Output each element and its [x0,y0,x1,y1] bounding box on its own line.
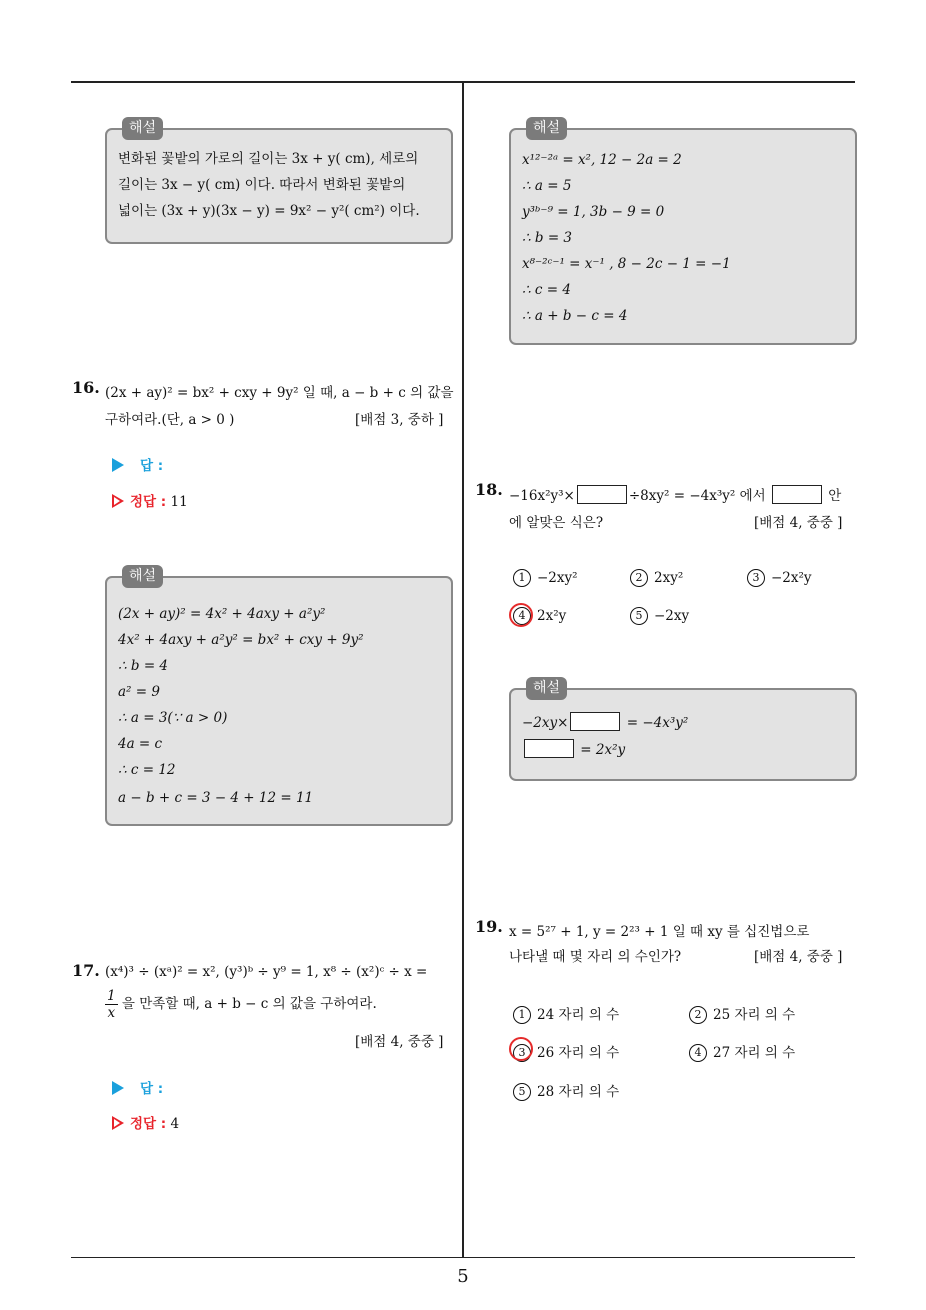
q15-solution-box [105,120,453,244]
q18-text-b: ÷8xy² = −4x³y² 에서 [628,488,766,504]
q18-solution-box [509,680,857,781]
solution-line: a − b + c = 3 − 4 + 12 = 11 [118,790,314,806]
q17-answer-field[interactable] [112,1077,163,1097]
solution-line: a² = 9 [118,684,160,700]
q15-solution-line: 변화된 꽃밭의 가로의 길이는 3x + y( cm), 세로의 [118,151,419,167]
q15-solution-text [118,146,441,224]
choice-number: 2 [630,569,648,587]
q17-fraction [105,988,118,1021]
selected-answer-circle [509,1037,533,1061]
correct-value: 4 [170,1116,180,1132]
q19-meta: [배점 4, 중중 ] [754,949,843,965]
solution-line: ∴ a = 3(∵ a > 0) [118,710,228,726]
solution-line: ∴ c = 12 [118,762,176,778]
q18-text-line1 [509,484,841,504]
fraction-numerator: 1 [107,988,116,1004]
solution-line: y³ᵇ⁻⁹ = 1, 3b − 9 = 0 [522,204,665,220]
solution-line: ∴ a = 5 [522,178,572,194]
choice-text: 2xy² [654,570,684,586]
q19-choice-5[interactable] [513,1080,619,1101]
q18-text-a: −16x²y³× [509,488,575,504]
solution-line: ∴ b = 3 [522,230,573,246]
bottom-rule [71,1257,855,1258]
q17-correct-answer [112,1112,179,1132]
solution-line: ∴ a + b − c = 4 [522,308,628,324]
correct-label: 정답 : [130,494,167,510]
q17-text-line2-wrap [105,988,377,1021]
q18-choice-1[interactable] [513,569,578,587]
choice-number: 5 [513,1083,531,1101]
choice-number: 5 [630,607,648,625]
q19-number: 19. [475,917,503,936]
solution-tag: 해설 [122,117,163,140]
solution-text: −2xy× [522,715,569,731]
choice-number: 4 [689,1044,707,1062]
choice-number: 4 [513,607,531,625]
solution-line: ∴ c = 4 [522,282,571,298]
choice-text: −2xy [654,608,690,624]
q19-text-line2: 나타낼 때 몇 자리 의 수인가? [509,949,682,965]
q15-solution-line: 길이는 3x − y( cm) 이다. 따라서 변화된 꽃밭의 [118,177,406,193]
answer-label: 답 : [140,458,164,474]
q18-choice-5[interactable] [630,607,689,625]
q17-text-line2: 을 만족할 때, a + b − c 의 값을 구하여라. [121,996,377,1012]
solution-tag: 해설 [122,565,163,588]
solution-tag: 해설 [526,677,567,700]
choice-number: 1 [513,1006,531,1024]
correct-value: 11 [170,494,188,510]
choice-text: 24 자리 의 수 [537,1007,620,1023]
q15-solution-line: 넓이는 (3x + y)(3x − y) = 9x² − y²( cm²) 이다. [118,203,420,219]
correct-label: 정답 : [130,1116,167,1132]
solution-line: 4x² + 4axy + a²y² = bx² + cxy + 9y² [118,632,364,648]
solution-line [522,712,688,731]
q16-solution-box [105,568,453,826]
choice-text: −2x²y [771,570,812,586]
q19-choice-1[interactable] [513,1003,619,1024]
q17-number: 17. [72,961,100,980]
blank-box [772,485,822,504]
q16-meta: [배점 3, 중하 ] [355,412,444,428]
outline-triangle-icon [112,494,124,508]
choice-number: 3 [747,569,765,587]
play-arrow-icon [112,458,124,472]
q17-meta: [배점 4, 중중 ] [355,1034,444,1050]
solution-line: x⁸⁻²ᶜ⁻¹ = x⁻¹ , 8 − 2c − 1 = −1 [522,256,731,272]
choice-number: 2 [689,1006,707,1024]
blank-box [524,739,574,758]
blank-box [577,485,627,504]
answer-label: 답 : [140,1081,164,1097]
outline-triangle-icon [112,1116,124,1130]
q18-choice-3[interactable] [747,569,812,587]
solution-line: 4a = c [118,736,163,752]
q19-text-line1: x = 5²⁷ + 1, y = 2²³ + 1 일 때 xy 를 십진법으로 [509,924,810,940]
page-number: 5 [457,1266,469,1287]
choice-text: 28 자리 의 수 [537,1084,620,1100]
q19-choice-2[interactable] [689,1003,795,1024]
q16-text-line2: 구하여라.(단, a > 0 ) [105,412,235,428]
q17-solution-box [509,120,857,345]
q16-correct-answer [112,490,188,510]
blank-box [570,712,620,731]
choice-text: 27 자리 의 수 [713,1045,796,1061]
q18-choice-2[interactable] [630,569,683,587]
solution-line [522,739,625,758]
play-arrow-icon [112,1081,124,1095]
q16-number: 16. [72,378,100,397]
solution-tag: 해설 [526,117,567,140]
q18-text-c: 안 [828,488,842,504]
q19-choice-4[interactable] [689,1041,795,1062]
solution-text: = 2x²y [580,742,626,758]
solution-line: ∴ b = 4 [118,658,169,674]
q18-text-line2: 에 알맞은 식은? [509,515,604,531]
solution-text: = −4x³y² [626,715,689,731]
selected-answer-circle [509,603,533,627]
solution-line: x¹²⁻²ᵃ = x², 12 − 2a = 2 [522,152,682,168]
choice-text: 2x²y [537,608,567,624]
column-divider [462,82,464,1258]
choice-number: 1 [513,569,531,587]
q18-meta: [배점 4, 중중 ] [754,515,843,531]
choice-number: 3 [513,1044,531,1062]
q17-text-line1: (x⁴)³ ÷ (xᵃ)² = x², (y³)ᵇ ÷ y⁹ = 1, x⁸ ÷ (x²)ᶜ ÷ x = [105,964,428,980]
solution-line: (2x + ay)² = 4x² + 4axy + a²y² [118,606,326,622]
fraction-denominator: x [107,1005,116,1021]
choice-text: 26 자리 의 수 [537,1045,620,1061]
q16-text-line1: (2x + ay)² = bx² + cxy + 9y² 일 때, a − b + c 의 값을 [105,385,454,401]
choice-text: 25 자리 의 수 [713,1007,796,1023]
choice-text: −2xy² [537,570,578,586]
q18-number: 18. [475,480,503,499]
q16-answer-field[interactable] [112,454,163,474]
